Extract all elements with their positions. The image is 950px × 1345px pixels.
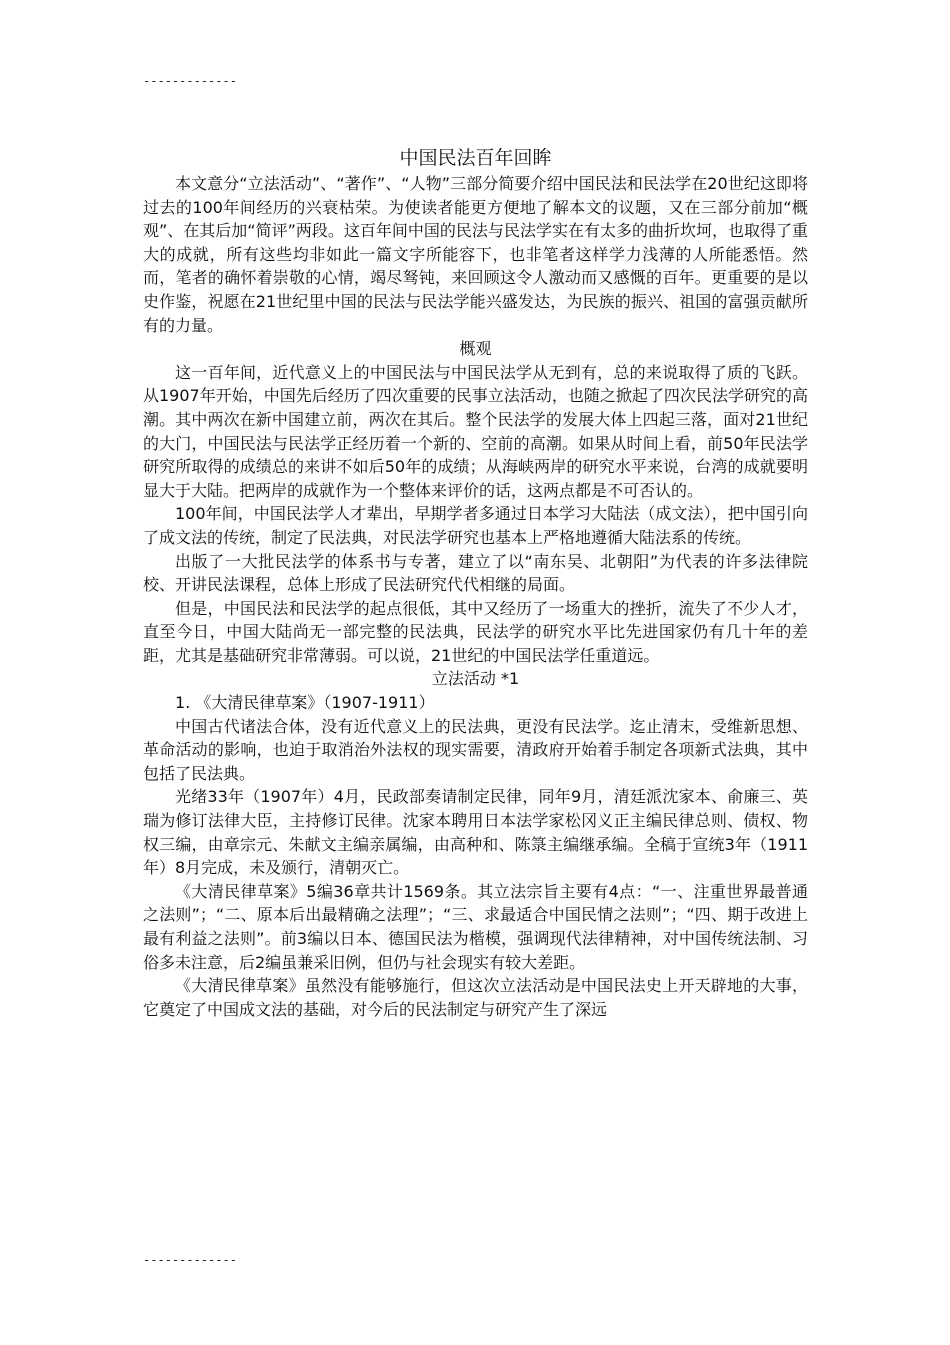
document-body [143,146,808,1021]
overview-paragraph: 这一百年间，近代意义上的中国民法与中国民法学从无到有，总的来说取得了质的飞跃。从1907年开始，中国先后经历了四次重要的民事立法活动，也随之掀起了四次民法学研究的高潮。其中两次在新中国建立前，两次在其后。整个民法学的发展大体上四起三落，面对21世纪的大门，中国民法与民法学正经历着一个新的、空前的高潮。如果从时间上看，前50年民法学研究所取得的成绩总的来讲不如后50年的成绩；从海峡两岸的研究水平来说，台湾的成就要明显大于大陆。把两岸的成就作为一个整体来评价的话，这两点都是不可否认的。 [143,362,808,500]
legislation-paragraph: 光绪33年（1907年）4月，民政部奏请制定民律，同年9月，清廷派沈家本、俞廉三、英瑞为修订法律大臣，主持修订民律。沈家本聘用日本法学家松冈义正主编民律总则、债权、物权三编，由章宗元、朱献文主编亲属编，由高种和、陈箓主编继承编。全稿于宣统3年（1911年）8月完成，未及颁行，清朝灭亡。 [143,787,808,878]
overview-paragraph: 100年间，中国民法学人才辈出，早期学者多通过日本学习大陆法（成文法），把中国引向了成文法的传统，制定了民法典，对民法学研究也基本上严格地遵循大陆法系的传统。 [143,504,808,547]
document-title: 中国民法百年回眸 [399,147,552,169]
section-heading-overview: 概观 [459,339,492,359]
legislation-item-title: 1. 《大清民律草案》（1907-1911） [175,693,435,713]
overview-paragraph: 但是，中国民法和民法学的起点很低，其中又经历了一场重大的挫折，流失了不少人才，直至今日，中国大陆尚无一部完整的民法典，民法学的研究水平比先进国家仍有几十年的差距，尤其是基础研究非常薄弱。可以说，21世纪的中国民法学任重道远。 [143,598,808,665]
footer-rule: ------------- [143,1253,237,1267]
header-rule: ------------- [143,74,237,88]
overview-paragraph: 出版了一大批民法学的体系书与专著，建立了以“南东吴、北朝阳”为代表的许多法律院校、开讲民法课程，总体上形成了民法研究代代相继的局面。 [143,551,808,595]
section-heading-legislation: 立法活动 *1 [431,669,520,689]
legislation-paragraph: 中国古代诸法合体，没有近代意义上的民法典，更没有民法学。迄止清末，受维新思想、革命活动的影响，也迫于取消治外法权的现实需要，清政府开始着手制定各项新式法典，其中包括了民法典。 [143,716,808,783]
legislation-paragraph: 《大清民律草案》5编36章共计1569条。其立法宗旨主要有4点：“一、注重世界最普通之法则”；“二、原本后出最精确之法理”；“三、求最适合中国民情之法则”；“四、期于改进上最有利益之法则”。前3编以日本、德国民法为楷模，强调现代法律精神，对中国传统法制、习俗多未注意，后2编虽兼采旧例，但仍与社会现实有较大差距。 [143,881,808,972]
intro-paragraph: 本文意分“立法活动”、“著作”、“人物”三部分简要介绍中国民法和民法学在20世纪这即将过去的100年间经历的兴衰枯荣。为使读者能更方便地了解本文的议题，又在三部分前加“概观”、在其后加“简评”两段。这百年间中国的民法与民法学实在有太多的曲折坎坷，也取得了重大的成就，所有这些均非如此一篇文字所能容下，也非笔者这样学力浅薄的人所能悉悟。然而，笔者的确怀着崇敬的心情，竭尽驽钝，来回顾这令人激动而又感慨的百年。更重要的是以史作鉴，祝愿在21世纪里中国的民法与民法学能兴盛发达，为民族的振兴、祖国的富强贡献所有的力量。 [143,174,808,335]
legislation-paragraph: 《大清民律草案》虽然没有能够施行，但这次立法活动是中国民法史上开天辟地的大事，它奠定了中国成文法的基础，对今后的民法制定与研究产生了深远 [143,976,808,1019]
